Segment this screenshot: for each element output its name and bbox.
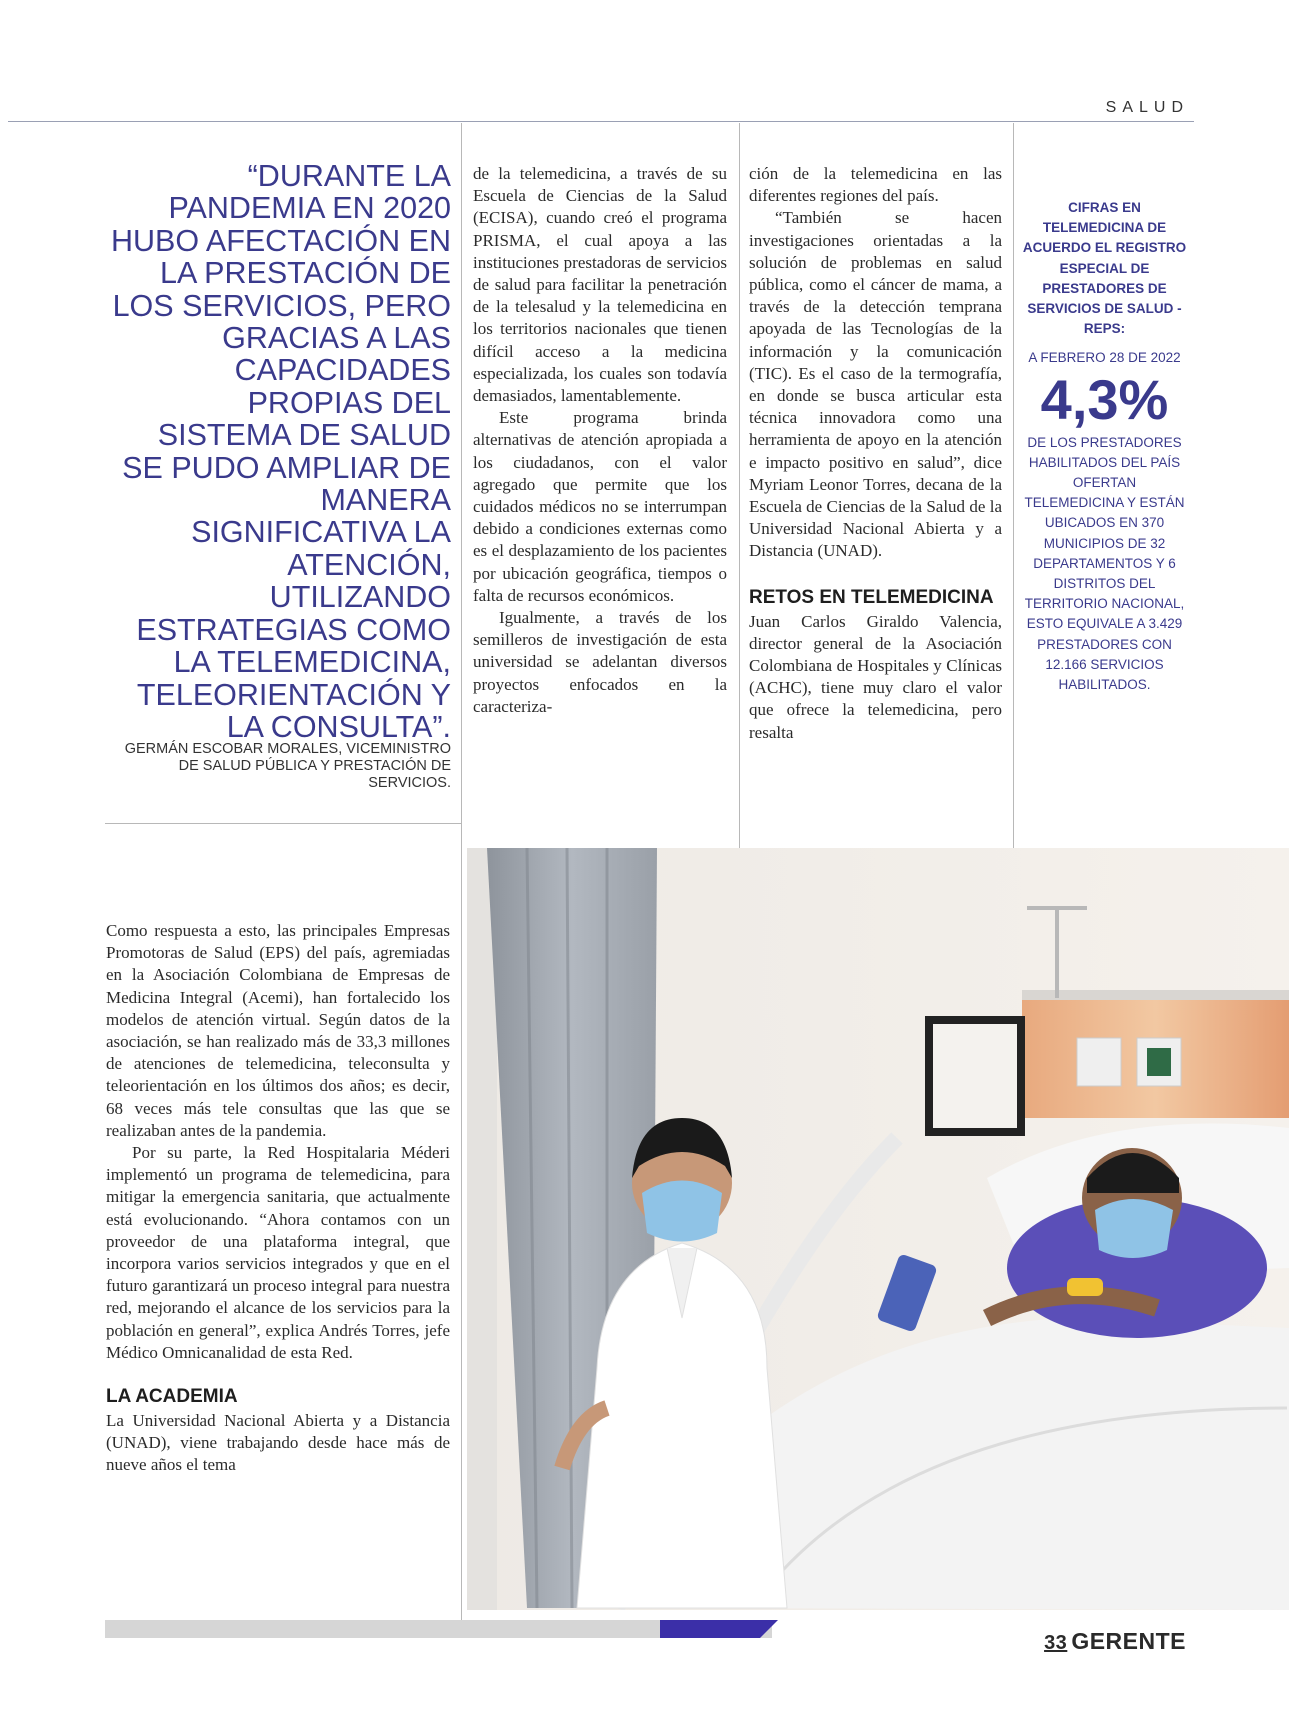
column-divider [461,123,462,1620]
paragraph: de la telemedicina, a través de su Escuela de Ciencias de la Salud (ECISA), cuando creó el programa PRISMA, el cual apoya a las instituciones prestadoras de servicios de salud para facilitar la penetración de la telesalud y la telemedicina en los territorios nacionales que tienen difícil acceso a la medicina especializada, los cuales son todavía demasiados, lamentablemente. [473,164,727,406]
section-heading: LA ACADEMIA [106,1386,238,1408]
sidebar-title: CIFRAS EN TELEMEDICINA DE ACUERDO EL REGISTRO ESPECIAL DE PRESTADORES DE SERVICIOS DE SALUD -REPS: [1022,200,1187,337]
column-divider [739,123,740,848]
page-footer [1044,1628,1186,1655]
section-label: SALUD [1105,99,1189,116]
column-divider [1013,123,1014,848]
section-heading: RETOS EN TELEMEDICINA [749,586,994,608]
header-rule [8,121,1194,122]
article-column-1 [106,920,450,1477]
paragraph: Juan Carlos Giraldo Valencia, director general de la Asociación Colombiana de Hospitales y Clínicas (ACHC), tiene muy claro el valor que ofrece la telemedicina, pero resalta [749,611,1002,742]
paragraph: Por su parte, la Red Hospitalaria Méderi implementó un programa de telemedicina, para mitigar la emergencia sanitaria, que actualmente está evolucionando. “Ahora contamos con un proveedor de una plataforma integral, que incorpora varios servicios integrados y que en el futuro garantizará un proceso integral para nuestra red, mejorando el alcance de los servicios para la población en general”, explica Andrés Torres, jefe Médico Omnicanalidad de esta Red. [106,1143,450,1362]
paragraph: ción de la telemedicina en las diferentes regiones del país. [749,164,1002,206]
pull-quote: “DURANTE LA PANDEMIA EN 2020 HUBO AFECTACIÓN EN LA PRESTACIÓN DE LOS SERVICIOS, PERO GRACIAS A LAS CAPACIDADES PROPIAS DEL SISTEMA DE SALUD SE PUDO AMPLIAR DE MANERA SIGNIFICATIVA LA ATENCIÓN, UTILIZANDO ESTRATEGIAS COMO LA TELEMEDICINA, TELEORIENTACIÓN Y LA CONSULTA”. [110,159,451,744]
page-number: 33 [1044,1632,1068,1654]
quote-attribution: GERMÁN ESCOBAR MORALES, VICEMINISTRO DE SALUD PÚBLICA Y PRESTACIÓN DE SERVICIOS. [124,741,451,791]
paragraph: “También se hacen investigaciones orientadas a la solución de problemas en salud pública, como el cáncer de mama, a través de la detección temprana apoyada de las Tecnologías de la información y la comunicación (TIC). Es el caso de la termografía, en donde se busca articular esta técnica innovadora como una herramienta de apoyo en la atención e impacto positivo en salud”, dice Myriam Leonor Torres, decana de la Escuela de Ciencias de la Salud de la Universidad Nacional Abierta y a Distancia (UNAD). [749,208,1002,561]
paragraph: Como respuesta a esto, las principales Empresas Promotoras de Salud (EPS) del país, agremiadas en la Asociación Colombiana de Empresas de Medicina Integral (Acemi), han fortalecido los modelos de atención virtual. Según datos de la asociación, se han realizado más de 33,3 millones de atenciones de telemedicina, teleconsulta y teleorientación en los últimos dos años; es decir, 68 veces más tele consultas que las que se realizaban antes de la pandemia. [106,921,450,1140]
paragraph: Igualmente, a través de los semilleros de investigación de esta universidad se adelantan diversos proyectos enfocados en la caracteriza- [473,608,727,716]
magazine-brand: GERENTE [1071,1628,1186,1654]
paragraph: La Universidad Nacional Abierta y a Distancia (UNAD), viene trabajando desde hace más de nueve años el tema [106,1411,450,1475]
quote-bottom-rule [105,823,462,824]
sidebar-date: A FEBRERO 28 DE 2022 [1028,350,1181,366]
footer-accent-icon [660,1620,780,1638]
article-column-3 [749,163,1002,744]
article-column-2 [473,163,727,718]
paragraph: Este programa brinda alternativas de atención apropiada a los ciudadanos, con el valor agregado que permite que los cuidados médicos no se interrumpan debido a condiciones externas como es el desplazamiento de los pacientes por ubicación geográfica, tiempos o falta de recursos económicos. [473,408,727,605]
hospital-photo [467,848,1289,1610]
stats-sidebar [1022,198,1187,695]
sidebar-percent: 4,3% [1040,367,1169,431]
sidebar-description: DE LOS PRESTADORES HABILITADOS DEL PAÍS OFERTAN TELEMEDICINA Y ESTÁN UBICADOS EN 370 MUNICIPIOS DE 32 DEPARTAMENTOS Y 6 DISTRITOS DEL TERRITORIO NACIONAL, ESTO EQUIVALE A 3.429 PRESTADORES CON 12.166 SERVICIOS HABILITADOS. [1024,434,1185,693]
